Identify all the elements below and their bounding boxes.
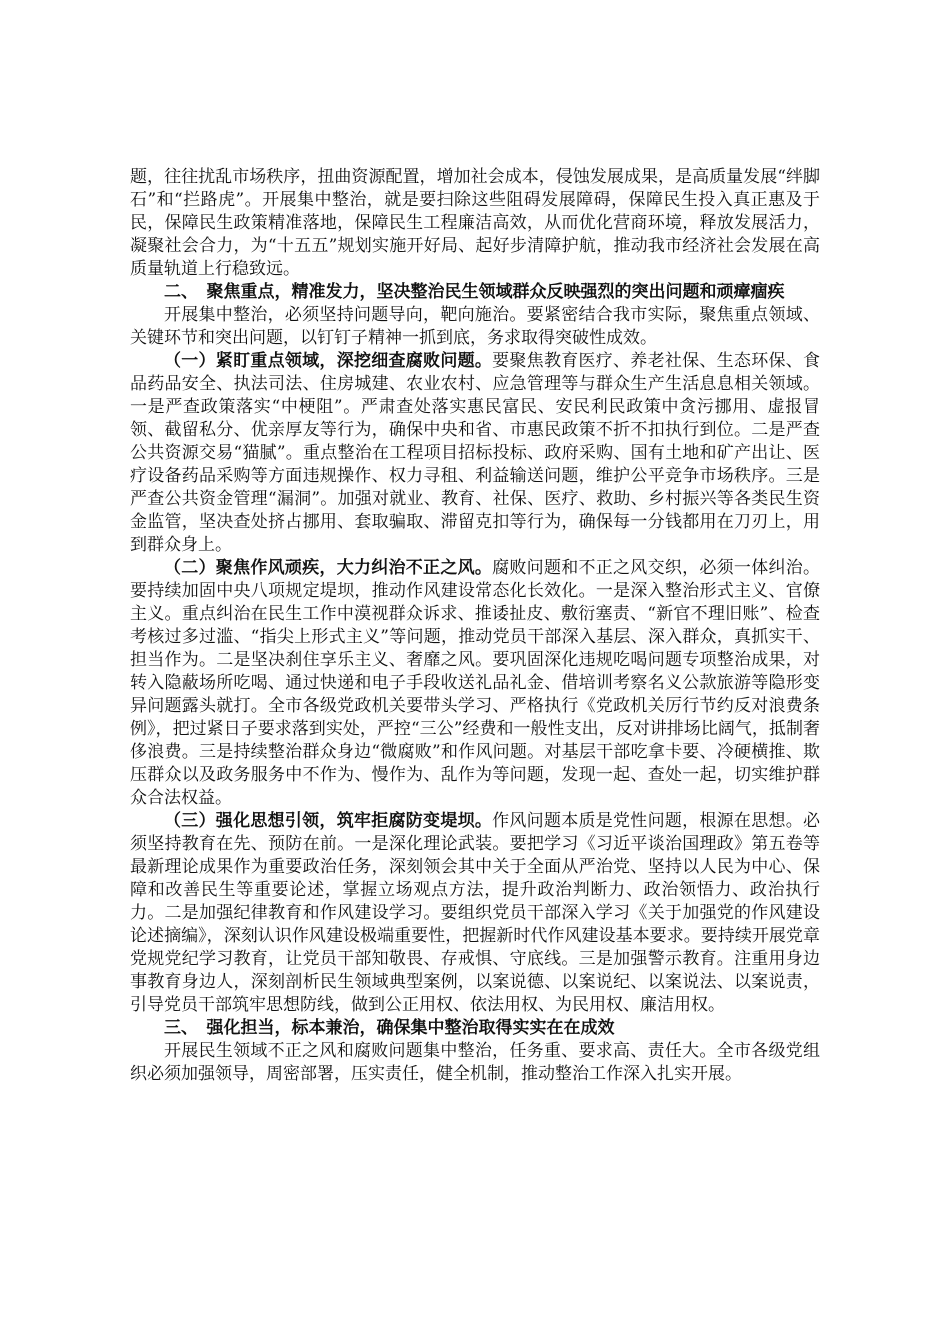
paragraph-intro-three: 开展民生领域不正之风和腐败问题集中整治，任务重、要求高、责任大。全市各级党组织必须加强领导，周密部署，压实责任，健全机制，推动整治工作深入扎实开展。	[130, 1041, 820, 1084]
section-heading-two: 二、 聚焦重点，精准发力，坚决整治民生领域群众反映强烈的突出问题和顽瘴痼疾	[164, 282, 785, 302]
subsection-two	[130, 557, 820, 810]
subsection-three	[130, 810, 820, 1017]
subsection-three-lead: （三）强化思想引领，筑牢拒腐防变堤坝。	[164, 811, 493, 831]
subsection-two-body: 腐败问题和不正之风交织，必须一体纠治。要持续加固中央八项规定堤坝，推动作风建设常态化长效化。一是深入整治形式主义、官僚主义。重点纠治在民生工作中漠视群众诉求、推诿扯皮、敷衍塞责、“新官不理旧账”、检查考核过多过滥、“指尖上形式主义”等问题，推动党员干部深入基层、深入群众，真抓实干、担当作为。二是坚决刹住享乐主义、奢靡之风。要巩固深化违规吃喝问题专项整治成果，对转入隐蔽场所吃喝、通过快递和电子手段收送礼品礼金、借培训考察名义公款旅游等隐形变异问题露头就打。全市各级党政机关要带头学习、严格执行《党政机关厉行节约反对浪费条例》，把过紧日子要求落到实处，严控“三公”经费和一般性支出，反对讲排场比阔气，抵制奢侈浪费。三是持续整治群众身边“微腐败”和作风问题。对基层干部吃拿卡要、冷硬横推、欺压群众以及政务服务中不作为、慢作为、乱作为等问题，发现一起、查处一起，切实维护群众合法权益。	[130, 558, 821, 808]
section-heading-three: 三、 强化担当，标本兼治，确保集中整治取得实实在在成效	[164, 1018, 615, 1038]
paragraph-continued: 题，往往扰乱市场秩序，扭曲资源配置，增加社会成本，侵蚀发展成果，是高质量发展“绊脚石”和“拦路虎”。开展集中整治，就是要扫除这些阻碍发展障碍，保障民生投入真正惠及于民，保障民生政策精准落地，保障民生工程廉洁高效，从而优化营商环境，释放发展活力，凝聚社会合力，为“十五五”规划实施开好局、起好步清障护航，推动我市经济社会发展在高质量轨道上行稳致远。	[130, 167, 820, 279]
subsection-three-body: 作风问题本质是党性问题，根源在思想。必须坚持教育在先、预防在前。一是深化理论武装。要把学习《习近平谈治国理政》第五卷等最新理论成果作为重要政治任务，深刻领会其中关于全面从严治党、坚持以人民为中心、保障和改善民生等重要论述，掌握立场观点方法，提升政治判断力、政治领悟力、政治执行力。二是加强纪律教育和作风建设学习。要组织党员干部深入学习《关于加强党的作风建设论述摘编》，深刻认识作风建设极端重要性，把握新时代作风建设基本要求。要持续开展党章党规党纪学习教育，让党员干部知敬畏、存戒惧、守底线。三是加强警示教育。注重用身边事教育身边人，深刻剖析民生领域典型案例，以案说德、以案说纪、以案说法、以案说责，引导党员干部筑牢思想防线，做到公正用权、依法用权、为民用权、廉洁用权。	[130, 811, 821, 1015]
subsection-one-body: 要聚焦教育医疗、养老社保、生态环保、食品药品安全、执法司法、住房城建、农业农村、应急管理等与群众生产生活息息相关领域。一是严查政策落实“中梗阻”。严肃查处落实惠民富民、安民利民政策中贪污挪用、虚报冒领、截留私分、优亲厚友等行为，确保中央和省、市惠民政策不折不扣执行到位。二是严查公共资源交易“猫腻”。重点整治在工程项目招标投标、政府采购、国有土地和矿产出让、医疗设备药品采购等方面违规操作、权力寻租、利益输送问题，维护公平竞争市场秩序。三是严查公共资金管理“漏洞”。加强对就业、教育、社保、医疗、救助、乡村振兴等各类民生资金监管，坚决查处挤占挪用、套取骗取、滞留克扣等行为，确保每一分钱都用在刀刃上，用到群众身上。	[130, 351, 821, 555]
document-page	[130, 166, 820, 1086]
subsection-one	[130, 350, 820, 557]
subsection-one-lead: （一）紧盯重点领域，深挖细查腐败问题。	[164, 351, 493, 371]
paragraph-intro-two: 开展集中整治，必须坚持问题导向，靶向施治。要紧密结合我市实际，聚焦重点领域、关键环节和突出问题，以钉钉子精神一抓到底，务求取得突破性成效。	[130, 305, 820, 348]
subsection-two-lead: （二）聚焦作风顽疾，大力纠治不正之风。	[164, 558, 493, 578]
